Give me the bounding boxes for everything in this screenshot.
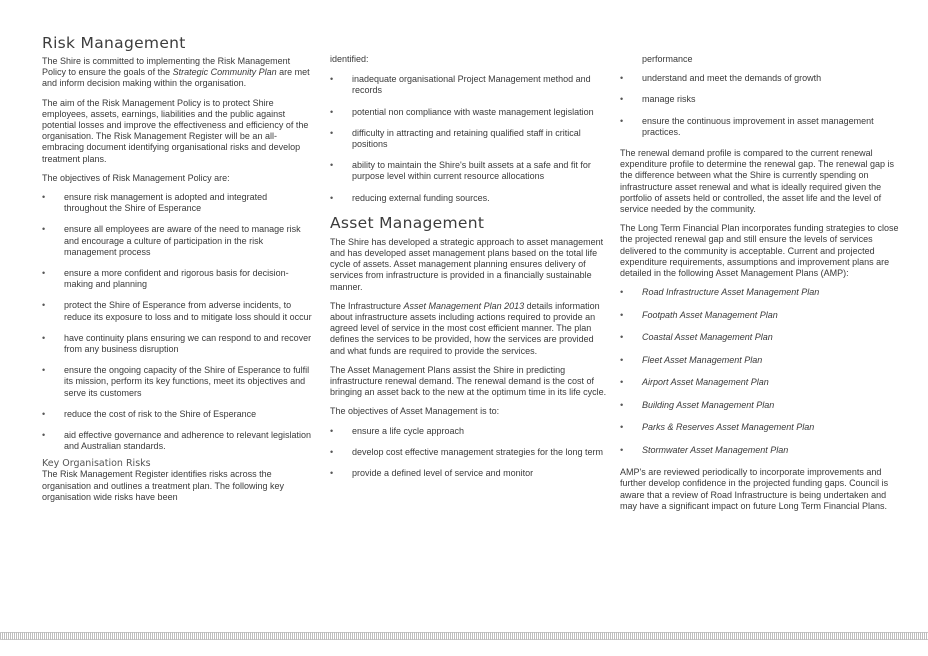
asset-management-plans-list bbox=[620, 287, 904, 456]
footer-divider bbox=[0, 632, 928, 640]
infrastructure-plan-text-a: The Infrastructure bbox=[330, 300, 404, 311]
key-risks-paragraph: The Risk Management Register identifies risks across the organisation and outlines a treatment plan. The following key organisation wide risks have been bbox=[42, 469, 284, 502]
list-item: • Stormwater Asset Management Plan bbox=[620, 445, 904, 456]
continued-text: identified: bbox=[330, 54, 369, 64]
list-item: • potential non compliance with waste management legislation bbox=[330, 107, 610, 118]
asset-management-heading: Asset Management bbox=[330, 213, 485, 232]
list-item: • ensure a life cycle approach bbox=[330, 426, 610, 437]
strategic-community-plan-title: Strategic Community Plan bbox=[172, 67, 277, 78]
list-item: • inadequate organisational Project Management method and records bbox=[330, 74, 610, 96]
list-item: • difficulty in attracting and retaining qualified staff in critical positions bbox=[330, 128, 610, 150]
list-item: • ability to maintain the Shire's built assets at a safe and fit for purpose level within current resource allocations bbox=[330, 160, 610, 182]
list-item: • Building Asset Management Plan bbox=[620, 400, 904, 411]
list-item: • ensure a more confident and rigorous basis for decision-making and planning bbox=[42, 268, 312, 290]
list-item: • ensure the continuous improvement in asset management practices. bbox=[620, 116, 904, 138]
asset-objectives-list-continued bbox=[620, 73, 904, 138]
asset-intro-paragraph: The Shire has developed a strategic approach to asset management and has developed asset management plans based on the total life cycle of assets. Asset management planning ensures delivery of services from infrastructure is provided in a financially sustainable manner. bbox=[330, 236, 604, 292]
list-item: • develop cost effective management strategies for the long term bbox=[330, 447, 610, 458]
risk-intro-paragraph bbox=[42, 56, 312, 90]
long-term-financial-plan-paragraph: The Long Term Financial Plan incorporates funding strategies to close the projected renewal gap and still ensure the levels of services delivered to the community is acceptable. Current and projected expenditure requirements, assumptions and improvement plans are detailed in the following Asset Management Plans (AMP): bbox=[620, 223, 899, 279]
list-item: • Airport Asset Management Plan bbox=[620, 377, 904, 388]
risk-aim-paragraph: The aim of the Risk Management Policy is to protect Shire employees, assets, earnings, liabilities and the public against potential losses and improve the effectiveness and efficiency of the organisation. The Risk Management Register will be an all-embracing document identifying organisational risks and develop treatment plans. bbox=[42, 97, 309, 164]
list-item: • Coastal Asset Management Plan bbox=[620, 332, 904, 343]
risk-intro-text-b: are met and inform decision making within the organisation. bbox=[42, 67, 310, 89]
asset-objectives-intro: The objectives of Asset Management is to: bbox=[330, 406, 500, 417]
list-item: • aid effective governance and adherence to relevant legislation and Australian standards. bbox=[42, 430, 312, 452]
list-item: • Parks & Reserves Asset Management Plan bbox=[620, 422, 904, 433]
asset-management-plan-title: Asset Management Plan 2013 bbox=[403, 300, 525, 311]
list-item: • provide a defined level of service and monitor bbox=[330, 468, 610, 479]
renewal-demand-paragraph: The Asset Management Plans assist the Shire in predicting infrastructure renewal demand. The renewal demand is the cost of bringing an asset back to the new at the optimum time in its life cycle. bbox=[330, 364, 607, 398]
asset-objectives-list bbox=[330, 426, 610, 480]
column-right bbox=[620, 54, 904, 512]
continued-text: performance bbox=[642, 54, 693, 64]
key-organisation-risks-heading: Key Organisation Risks bbox=[42, 458, 151, 470]
list-item: • protect the Shire of Esperance from adverse incidents, to reduce its exposure to loss and to mitigate loss should it occur bbox=[42, 300, 312, 322]
infrastructure-plan-paragraph bbox=[330, 301, 610, 357]
risk-intro-text-a: The Shire is committed to implementing the Risk Management Policy to ensure the goals of the bbox=[42, 56, 291, 78]
column-middle bbox=[330, 54, 610, 489]
list-item: • manage risks bbox=[620, 94, 904, 105]
list-item: • ensure risk management is adopted and integrated throughout the Shire of Esperance bbox=[42, 192, 312, 214]
list-item: • understand and meet the demands of growth bbox=[620, 73, 904, 84]
infrastructure-plan-text-b: details information about infrastructure assets including actions required to provide an agreed level of service in the most cost efficient manner. The plan defines the services to be provided, how the services are provided and what funds are required to provide the services. bbox=[330, 300, 600, 356]
renewal-gap-paragraph: The renewal demand profile is compared to the current renewal expenditure profile to determine the renewal gap. The renewal gap is the difference between what the Shire is currently spending on infrastructure asset renewal and what is ideally required given the portfolio of assets held or controlled, the asset life and the level of service needed by the community. bbox=[620, 148, 895, 215]
list-item: • ensure all employees are aware of the need to manage risk and encourage a culture of participation in the risk management process bbox=[42, 224, 312, 258]
list-item: • reduce the cost of risk to the Shire of Esperance bbox=[42, 409, 312, 420]
risk-objectives-list bbox=[42, 192, 312, 452]
key-risks-list bbox=[330, 74, 610, 204]
list-item: • have continuity plans ensuring we can respond to and recover from any business disruption bbox=[42, 333, 312, 355]
list-item: • ensure the ongoing capacity of the Shire of Esperance to fulfil its mission, perform its key functions, meet its objectives and serve its customers bbox=[42, 365, 312, 399]
risk-management-heading: Risk Management bbox=[42, 34, 186, 52]
amp-review-paragraph: AMP's are reviewed periodically to incorporate improvements and further develop confidence in the projected funding gaps. Council is aware that a review of Road Infrastructure is being undertaken and may have a significant impact on future Long Term Financial Plans. bbox=[620, 467, 889, 511]
list-item: • reducing external funding sources. bbox=[330, 193, 610, 204]
list-item: • Footpath Asset Management Plan bbox=[620, 310, 904, 321]
list-item: • Fleet Asset Management Plan bbox=[620, 355, 904, 366]
list-item: • Road Infrastructure Asset Management Plan bbox=[620, 287, 904, 298]
risk-objectives-intro: The objectives of Risk Management Policy are: bbox=[42, 172, 230, 183]
column-left bbox=[42, 34, 312, 503]
